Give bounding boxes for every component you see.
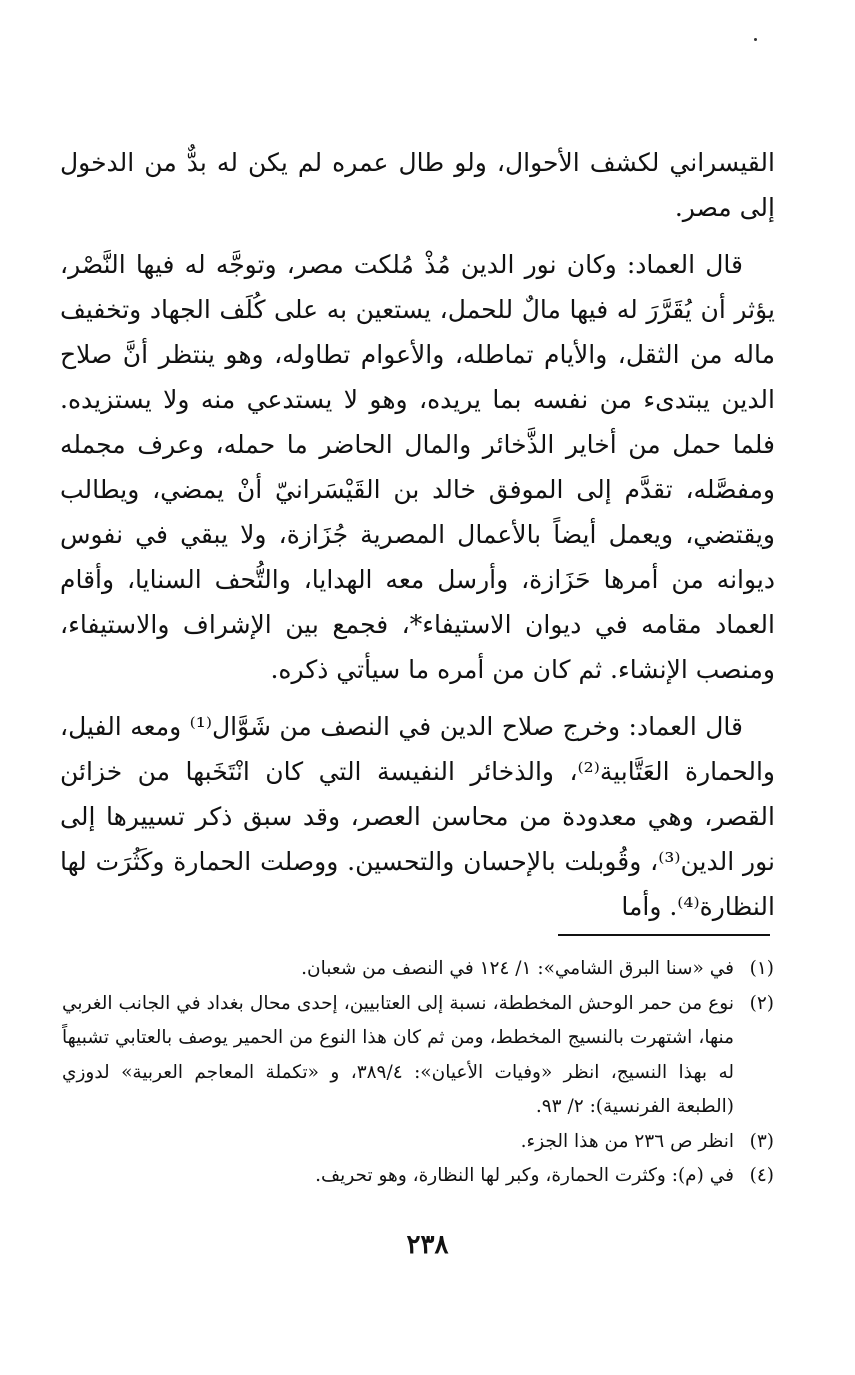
footnote-number: (٣) bbox=[749, 1130, 774, 1152]
page-number: ٢٣٨ bbox=[406, 1230, 449, 1260]
paragraph-1: القيسراني لكشف الأحوال، ولو طال عمره لم يكن له بدٌّ من الدخول إلى مصر. bbox=[60, 148, 775, 222]
footnote-text: في «سنا البرق الشامي»: ١/ ١٢٤ في النصف من شعبان. bbox=[301, 958, 734, 979]
paragraph-2: قال العماد: وكان نور الدين مُذْ مُلكت مصر، وتوجَّه له فيها النَّصْر، يؤثر أن يُقَرَّرَ له فيها مالٌ للحمل، يستعين به على كُلَف الجهاد وتخفيف ماله من الثقل، والأيام تماطله، والأعوام تطاوله، وهو ينتظر أنَّ صلاح الدين يبتدىء من نفسه بما يريده، وهو لا يستدعي منه ولا يستزيده. فلما حمل من أخاير الذَّخائر والمال الحاضر ما حمله، وعرف مجمله ومفصَّله، تقدَّم إلى الموفق خالد بن القَيْسَرانيّ أنْ يمضي، ويطالب ويقتضي، ويعمل أيضاً بالأعمال المصرية جُزَازة، ولا يبقي في نفوس ديوانه من أمرها حَزَازة، وأرسل معه الهدايا، والتُّحف السنايا، وأقام العماد مقامه في ديوان الاستيفاء*، فجمع بين الإشراف والاستيفاء، ومنصب الإنشاء. ثم كان من أمره ما سيأتي ذكره. bbox=[60, 250, 775, 684]
footnote-2 bbox=[62, 987, 774, 1125]
footnote-text: نوع من حمر الوحش المخططة، نسبة إلى العتابيين، إحدى محال بغداد في الجانب الغربي منها، اشتهرت بالنسيج المخطط، ومن ثم كان هذا النوع من الحمير يوصف بالعتابي تشبيهاً له بهذا النسيج، انظر «وفيات الأعيان»: ٣٨٩/٤، و «تكملة المعاجم العربية» لدوزي (الطبعة الفرنسية): ٢/ ٩٣. bbox=[62, 992, 734, 1117]
main-text bbox=[60, 140, 775, 941]
footnote-text: انظر ص ٢٣٦ من هذا الجزء. bbox=[520, 1130, 734, 1152]
scan-speck bbox=[754, 38, 757, 41]
footnote-4 bbox=[62, 1159, 774, 1194]
footnote-3 bbox=[62, 1125, 774, 1160]
footnote-number: (٤) bbox=[749, 1165, 774, 1186]
paragraph-3: قال العماد: وخرج صلاح الدين في النصف من شَوَّال⁽¹⁾ ومعه الفيل، والحمارة العَتَّابية⁽²⁾، والذخائر النفيسة التي كان انْتَخَبها من خزائن القصر، وهي معدودة من محاسن العصر، وقد سبق ذكر تسييرها إلى نور الدين⁽³⁾، وقُوبلت بالإحسان والتحسين. ووصلت الحمارة وكَثُرَت لها النظارة⁽⁴⁾. وأما bbox=[60, 712, 776, 921]
body-text bbox=[60, 140, 775, 929]
footnotes bbox=[62, 952, 774, 1194]
footnote-divider bbox=[558, 934, 770, 936]
footnote-1 bbox=[62, 952, 774, 987]
footnote-text: في (م): وكثرت الحمارة، وكبر لها النظارة، وهو تحريف. bbox=[315, 1165, 734, 1186]
footnote-number: (٢) bbox=[749, 992, 774, 1014]
footnote-number: (١) bbox=[749, 958, 774, 979]
